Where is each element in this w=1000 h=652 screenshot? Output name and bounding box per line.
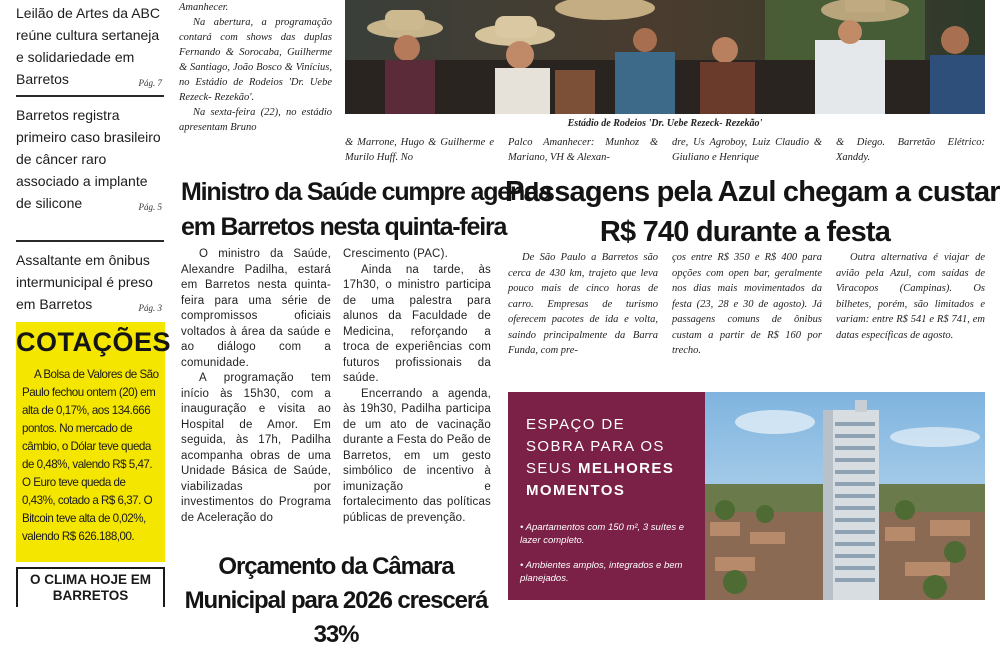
index-item-cancer[interactable] (16, 104, 164, 214)
headline-line[interactable]: R$ 740 durante a festa (599, 216, 891, 248)
ministro-column-2 (343, 247, 491, 526)
headline-line[interactable]: em Barretos nesta quinta-feira (181, 213, 507, 241)
ad-bullet: • Apartamentos com 150 m², 3 suítes e lazer completo. (520, 522, 685, 546)
ministro-paragraph: Encerrando a agenda, às 19h30, Padilha participa de um ato de vacinação durante a Festa do Peão de Barretos, em um gesto simbólico de incentivo à imunização e fortalecimento das políticas públicas de prevenção. (343, 387, 491, 524)
index-page-ref: Pág. 5 (138, 202, 162, 212)
headline-line[interactable]: Passagens pela Azul chegam a custar (505, 176, 1000, 208)
ad-heading-line: ESPAÇO DE (526, 416, 626, 433)
ad-bullet: • Ambientes amplos, integrados e bem planejados. (520, 560, 683, 584)
index-item-leilao[interactable] (16, 2, 164, 90)
headline-line[interactable]: Ministro da Saúde cumpre agenda (181, 178, 551, 206)
ministro-paragraph: Crescimento (PAC). (343, 248, 448, 260)
festival-continuation-col: dre, Us Agroboy, Luiz Claudio & Giuliano e Henrique (672, 137, 822, 163)
cotacoes-title: COTAÇÕES (16, 327, 172, 357)
ad-heading-line: SOBRA PARA OS (526, 438, 665, 455)
azul-column-1 (508, 250, 658, 359)
cotacoes-box (16, 322, 172, 562)
festival-paragraph: Amanhecer. (179, 2, 229, 13)
index-headline[interactable]: Assaltante em ônibus intermunicipal é preso em Barretos (16, 252, 153, 312)
ad-building-photo (705, 392, 985, 600)
festival-article-column (179, 0, 332, 135)
festival-continuation-col: & Marrone, Hugo & Guilherme e Murilo Huff. No (345, 137, 494, 163)
festival-continuation-col: Palco Amanhecer: Munhoz & Mariano, VH & Alexan- (508, 137, 658, 163)
ministro-column-1 (181, 247, 331, 526)
index-item-assaltante[interactable] (16, 249, 164, 315)
azul-column-3 (836, 250, 985, 343)
ad-heading-line (526, 458, 701, 480)
ad-heading-bold: MELHORES (578, 460, 675, 477)
index-headline[interactable]: Leilão de Artes da ABC reúne cultura sertaneja e solidariedade em Barretos (16, 5, 160, 87)
ad-heading-text: SEUS (526, 460, 579, 477)
azul-paragraph: ços entre R$ 350 e R$ 400 para opções com open bar, geralmente nos dias mais movimentados da festa (23, 28 e 30 de agosto). Já passagens comuns de ônibus custam a partir de R$ 160 por trecho. (672, 252, 822, 356)
index-page-ref: Pág. 7 (138, 78, 162, 88)
azul-headline[interactable] (505, 172, 1000, 252)
crowd-photo-illustration (345, 0, 985, 114)
photo-caption: Estádio de Rodeios 'Dr. Uebe Rezeck- Rezekão' (567, 118, 763, 129)
azul-paragraph: Outra alternativa é viajar de avião pela Azul, com saídas de Viracopos (Campinas). Os bilhetes, porém, são limitados e variam: entre R$ 541 e R$ 741, em datas específicas de agosto. (836, 252, 985, 341)
cotacoes-text: A Bolsa de Valores de São Paulo fechou ontem (20) em alta de 0,17%, aos 134.666 pontos. No mercado de câmbio, o Dólar teve queda de 0,48%, valendo R$ 5,47. O Euro teve queda de 0,43%, cotado a R$ 6,37. O Bitcoin teve alta de 0,02%, valendo R$ 626.188,00. (22, 368, 159, 543)
festival-paragraph: Na sexta-feira (22), no estádio apresentam Bruno (179, 107, 332, 133)
divider (16, 95, 164, 97)
real-estate-advertisement[interactable] (508, 392, 985, 600)
ministro-paragraph: A programação tem início às 15h30, com a inauguração e visita ao Hospital de Amor. Em seguida, às 17h, Padilha acompanha obras de uma Unidade Básica de Saúde, viabilizadas por investimentos do Programa de Aceleração do (181, 372, 331, 524)
weather-box[interactable] (16, 567, 165, 607)
ad-text-panel (508, 392, 705, 600)
index-page-ref: Pág. 3 (138, 303, 162, 313)
building-skyline-illustration (705, 392, 985, 600)
azul-column-2 (672, 250, 822, 359)
ad-heading (526, 414, 701, 502)
ministro-headline[interactable] (181, 175, 551, 245)
weather-title: O CLIMA HOJE EM BARRETOS (29, 572, 151, 603)
rodeo-stadium-photo (345, 0, 985, 114)
ministro-paragraph: Ainda na tarde, às 17h30, o ministro participa de uma palestra para alunos da Faculdade de Medicina, reforçando a troca de experiências com futuros profissionais da saúde. (343, 263, 491, 384)
azul-paragraph: De São Paulo a Barretos são cerca de 430 km, trajeto que leva pouco mais de cinco horas de carro. Empresas de turismo oferecem pacotes de ida e volta, saindo principalmente da Barra Funda, com pre- (508, 252, 658, 356)
left-index-column (0, 0, 172, 603)
ministro-paragraph: O ministro da Saúde, Alexandre Padilha, estará em Barretos nesta quinta-feira para uma série de compromissos oficiais voltados à área da saúde e ao diálogo com a comunidade. (181, 248, 331, 369)
divider (16, 240, 164, 242)
orcamento-headline[interactable]: Orçamento da Câmara Municipal para 2026 crescerá 33% (184, 553, 488, 648)
festival-paragraph: Na abertura, a programação contará com shows das duplas Fernando & Sorocaba, Guilherme & Santiago, João Bosco & Vinícius, no Estádio de Rodeios 'Dr. Uebe Rezeck- Rezekão'. (179, 17, 332, 103)
index-headline[interactable]: Barretos registra primeiro caso brasileiro de câncer raro associado a implante de silicone (16, 107, 161, 211)
festival-continuation-col: & Diego. Barretão Elétrico: Xanddy. (836, 137, 985, 163)
ad-heading-line: MOMENTOS (526, 482, 626, 499)
